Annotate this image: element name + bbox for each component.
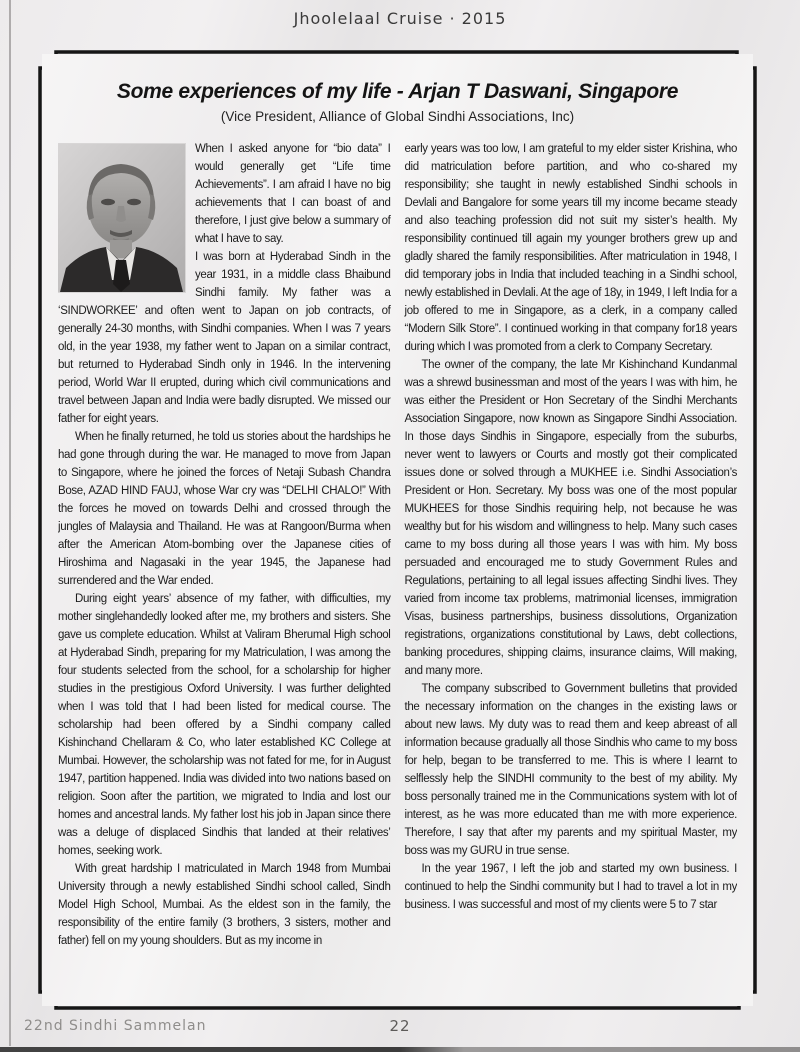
paragraph: early years was too low, I am grateful to my elder sister Krishina, who did matriculation before partition, and who co-shared my responsibility; she taught in newly established Sindhi schools in Devlali and Bangalore for some years till my income became steady and also teaching profession did not suit my sister’s health. My responsibility continued till again my younger brothers grew up and gladly shared the family responsibilities. After matriculation in 1948, I did temporary jobs in India that included teaching in a Sindhi school, newly established in Devlali. At the age of 18y, in 1949, I left India for a job offered to me in Singapore, as a clerk, in a company called “Modern Silk Store”. I continued working in that company for18 years during which I was promoted from a clerk to Company Secretary. xyxy=(404,143,737,353)
article-column-right xyxy=(405,140,738,996)
article-column-left xyxy=(58,140,391,996)
footer-event-name: 22nd Sindhi Sammelan xyxy=(24,1018,207,1034)
paragraph: The owner of the company, the late Mr Kishinchand Kundanmal was a shrewd businessman and most of the years I was with him, he was either the President or Hon Secretary of the Sindhi Merchants Association Singapore, now known as Singapore Sindhi Association. In those days Sindhis in Singapore, especially from the suburbs, never went to lawyers or Courts and mostly got their complicated issues done or solved through a MUKHEE i.e. Sindhi Association’s President or Hon. Secretary. My boss was one of the most popular MUKHEES for those Sindhis requiring help, not because he was wealthy but for his wisdom and willingness to help. Many such cases came to my boss during all those years I was with him. My boss persuaded and encouraged me to study Government Rules and Regulations, pertaining to all legal issues affecting Sindhi lives. They varied from income tax problems, matrimonial licenses, immigration Visas, business partnerships, business dissolutions, Organization registrations, organizations constitutional by Laws, debt collections, banking procedures, shipping claims, insurance claims, Will making, and many more. xyxy=(404,359,737,677)
paragraph: With great hardship I matriculated in March 1948 from Mumbai University through a newly established Sindhi school called, Sindh Model High School, Mumbai. As the eldest son in the family, the responsibility of the entire family (3 brothers, 3 sisters, mother and father) fell on my young shoulders. But as my income in xyxy=(58,863,391,947)
paragraph: When he finally returned, he told us stories about the hardships he had gone through during the war. He managed to move from Japan to Singapore, where he joined the forces of Netaji Subash Chandra Bose, AZAD HIND FAUJ, whose War cry was “DELHI CHALO!” With the forces he moved on towards Delhi and crossed through the jungles of Malaysia and Thailand. He was at Rangoon/Burma when after the American Atom-bombing over the Japanese cities of Hiroshima and Nagasaki in the year 1945, the Japanese had surrendered and the War ended. xyxy=(58,431,391,587)
author-photo-image xyxy=(58,144,185,292)
paragraph: I was born at Hyderabad Sindh in the year 1931, in a middle class Bhaibund Sindhi family. My father was a ‘SINDWORKEE’ and often went to Japan on job contracts, of generally 24-30 months, with Sindhi companies. When I was 7 years old, in the year 1938, my father went to Japan on a similar contract, but returned to Hyderabad Sindh only in 1946. In the intervening period, World War II erupted, during which civil communications and travel between Japan and India were badly disrupted. We missed our father for eight years. xyxy=(58,251,391,425)
article-subtitle: (Vice President, Alliance of Global Sindhi Associations, Inc) xyxy=(220,109,575,124)
magazine-masthead: Jhoolelaal Cruise · 2015 xyxy=(293,9,507,28)
paragraph: The company subscribed to Government bulletins that provided the necessary information on the changes in the existing laws or about new laws. My duty was to read them and keep abreast of all information because gradually all those Sindhis who came to my boss for help, began to be transferred to me. This is where I learnt to selflessly help the SINDHI community to the best of my ability. My boss personally trained me in the Communications system with lot of interest, as he was more educated than me with more experience. Therefore, I say that after my parents and my spiritual Master, my boss was my GURU in true sense. xyxy=(404,683,737,857)
paragraph: During eight years’ absence of my father, with difficulties, my mother singlehandedly looked after me, my brothers and sisters. She gave us complete education. Whilst at Valiram Bherumal High school at Hyderabad Sindh, preparing for my Matriculation, I was among the four students selected from the school, for a scholarship for higher studies in the prestigious Oxford University. I was further delighted when I was told that I had been listed for medical course. The scholarship had been offered by a Sindhi company called Kishinchand Chellaram & Co, who later established KC College at Mumbai. However, the scholarship was not fated for me, for in August 1947, partition happened. India was divided into two nations based on religion. Soon after the partition, we migrated to India and lost our homes and ancestral lands. My father lost his job in Japan since there was a deluge of displaced Sindhis that landed at their relatives’ homes, seeking work. xyxy=(58,593,391,857)
article-title: Some experiences of my life - Arjan T Daswani, Singapore xyxy=(116,80,679,103)
paragraph: When I asked anyone for “bio data” I would generally get “Life time Achievements”. I am afraid I have no big achievements that I can boast of and therefore, I just give below a summary of what I have to say. xyxy=(195,143,391,245)
page-scan-bottom-strip xyxy=(0,1047,800,1052)
footer-page-number: 22 xyxy=(389,1017,411,1035)
paragraph: In the year 1967, I left the job and started my own business. I continued to help the Sindhi community but I had to travel a lot in my business. I was successful and most of my clients were 5 to 7 star xyxy=(404,863,737,911)
article-box xyxy=(42,54,753,1006)
author-photo xyxy=(58,144,185,292)
page-scan-edge-line xyxy=(9,0,11,1046)
article-columns xyxy=(58,140,737,996)
